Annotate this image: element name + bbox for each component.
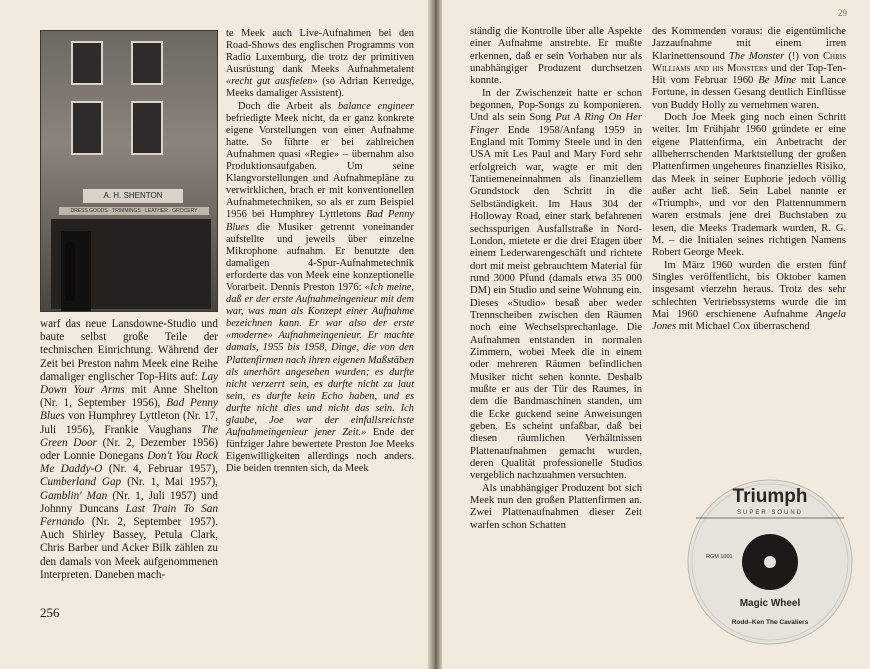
paragraph: Doch die Arbeit als balance engineer befriedigte Meek nicht, da er ganz konkrete eigene Vorstellungen von einer Aufnahme hatte. So führte er bei zahlreichen Aufnahmen quasi «Regie» – übernahm also Produktionsaufgaben. Um seine Klangvorstellungen und Aufnahmepläne zu verwirklichen, brach er mit konventionellen Aufnahmetechniken, so als er zum Beispiel 1956 bei Humphrey Lyttletons Bad Penny Blues die Musiker getrennt voneinander aufstellte und jeweils über einzelne Mikrophone aufnahm. Er benutzte den damaligen 4-Spur-Aufnahmetechnik erforderte das von Meek eine konzeptionelle Vorarbeit. Dennis Preston 1976: «Ich meine, daß er der erste Aufnahmeingenieur mit dem war, was man als Konzept einer Aufnahme bezeichnen kann. Er war also der erste «moderne» Aufnahmeingenieur. Er machte damals, 1955 bis 1958, Dinge, die von den Plattenfirmen nach ihren eigenen Maßstäben als unerhört angesehen wurden; es durfte nicht verzerrt sein, es durfte nicht zu laut sein, es durfte kein Echo haben, und es durfte nicht dies und nicht das sein. Ich glaube, Joe war der einfallsreichste Aufnahmeingenieur jener Zeit.» Ende der fünfziger Jahre bewertete Preston Joe Meeks Eigenwilligkeiten allerdings noch anders. Die beiden trennten sich, da Meek: [226, 100, 415, 475]
shop-sign: A. H. SHENTON: [83, 189, 183, 203]
right-column-1: [470, 26, 642, 532]
record-catalog: RGM 1001: [706, 554, 733, 560]
left-column-2: [226, 28, 414, 475]
person-figure: [65, 241, 75, 301]
record-title: Magic Wheel: [739, 598, 801, 609]
page-number: 256: [40, 605, 60, 620]
corner-mark: 29: [838, 8, 847, 18]
paragraph: In der Zwischenzeit hatte er schon begonnen, Pop-Songs zu komponieren. Und als sein Song Put A Ring On Her Finger Ende 1958/Anfang 1959 in England mit Tommy Steele und in den USA mit Les Paul and Mary Ford sehr erfolgreich war, wagte er mit den Tantiemeneinnahmen als finanziellem Grundstock den Schritt in die Selbständigkeit. Im Haus 304 der Holloway Road, einer stark befahrenen sechsspurigen Ausfallstraße in Nord-London, mietete er die drei Etagen über einem Lederwarengeschäft und richtete dort mit meist gebrauchtem Material für rund 3000 Pfund (damals etwa 35 000 DM) ein Studio und seine Wohnung ein. Dieses «Studio» besaß aber weder Trennscheiben zwischen den Räumen noch eine Wechselsprechanlage. Die Aufnahmen entstanden in normalen Zimmern, wobei Meek die in einem oder mehreren Räumen befindlichen Musiker nicht sehen konnte. Deshalb mußte er aus der Tür des Raumes, in dem die Bandmaschinen standen, um die Ecke guckend seine Anweisungen geben. Es scheint unfaßbar, daß bei diesen räumlichen Verhältnissen Plattenaufnahmen gemacht wurden, deren Qualität professionelle Studios vergeblich nachzuahmen versuchten.: [470, 87, 642, 482]
paragraph: te Meek auch Live-Aufnahmen bei den Road-Shows des englischen Programms von Radio Luxemburg, die trotz der primitiven Ausrüstung dank Meeks Aufnahmetalent «recht gut ausfielen» (so Adrian Kerredge, Meeks damaliger Assistent).: [226, 28, 414, 100]
paragraph: Im März 1960 wurden die ersten fünf Singles veröffentlicht, bis Oktober kamen insgesamt vierzehn heraus. Trotz des sehr schlechten Vertriebssystems wurde die im Mai 1960 erschienene Aufnahme Angela Jones mit Michael Cox überraschend: [652, 259, 846, 333]
triumph-record-label: [686, 478, 854, 646]
shop-photo: [40, 30, 218, 312]
record-artist: Rodd–Ken The Cavaliers: [731, 619, 809, 626]
record-brand: Triumph: [732, 486, 808, 507]
paragraph: warf das neue Lansdowne-Studio und baute selbst große Teile der technischen Einrichtung. Während der Zeit bei Preston nahm Meek eine Reihe damaliger englischer Top-Hits auf: Lay Down Your Arms mit Anne Shelton (Nr. 1, September 1956), Bad Penny Blues von Humphrey Lyttleton (Nr. 17, Juli 1956), Frankie Vaughans The Green Door (Nr. 2, Dezember 1956) oder Lonnie Donegans Don't You Rock Me Daddy-O (Nr. 4, Februar 1957), Cumberland Gap (Nr. 1, Mai 1957), Gamblin' Man (Nr. 1, Juli 1957) und Johnny Duncans Last Train To San Fernando (Nr. 2, September 1957). Auch Shirley Bassey, Petula Clark, Chris Barber und Acker Bilk zählen zu den damals von Meek aufgenommenen Interpreten. Daneben mach-: [40, 318, 218, 581]
shop-subsign: DRESS GOODS · TRIMMINGS · LEATHER · GROCERY: [59, 207, 209, 215]
paragraph: des Kommenden voraus: die eigentümliche Jazzaufnahme mit einem irren Klarinettensound The Monster (!) von Chris Williams and his Monsters und der Top-Ten-Hit vom Februar 1960 Be Mine mit Lance Fortune, in dessen Gesang deutlich Einflüsse von Buddy Holly zu vernehmen waren.: [652, 26, 846, 111]
paragraph: Als unabhängiger Produzent bot sich Meek nun den großen Plattenfirmen an. Zwei Plattenaufnahmen dieser Zeit warfen schon Schatten: [470, 482, 642, 531]
left-column-1: [40, 318, 218, 582]
book-gutter: [428, 0, 442, 669]
paragraph: Doch Joe Meek ging noch einen Schritt weiter. Im Frühjahr 1960 gründete er eine eigene Plattenfirma, ein Anbetracht der allbeherrschenden Marktstellung der großen Plattenfirmen ungeheures finanzielles Risiko, das Meek in seiner Euphorie jedoch völlig außer acht ließ. Sein Label nannte er «Triumph», und vor den Plattennummern waren erstmals jene drei Buchstaben zu lesen, die Meeks Trademark wurden, R. G. M. – die Initialen seines richtigen Namens Robert George Meek.: [652, 112, 846, 259]
right-column-2: [652, 26, 846, 333]
record-tagline: SUPER SOUND: [736, 510, 804, 516]
paragraph: ständig die Kontrolle über alle Aspekte einer Aufnahme anstrebte. Er mußte erkennen, daß er sein Vorhaben nur als unabhängiger Produzent durchsetzen konnte.: [470, 26, 642, 87]
